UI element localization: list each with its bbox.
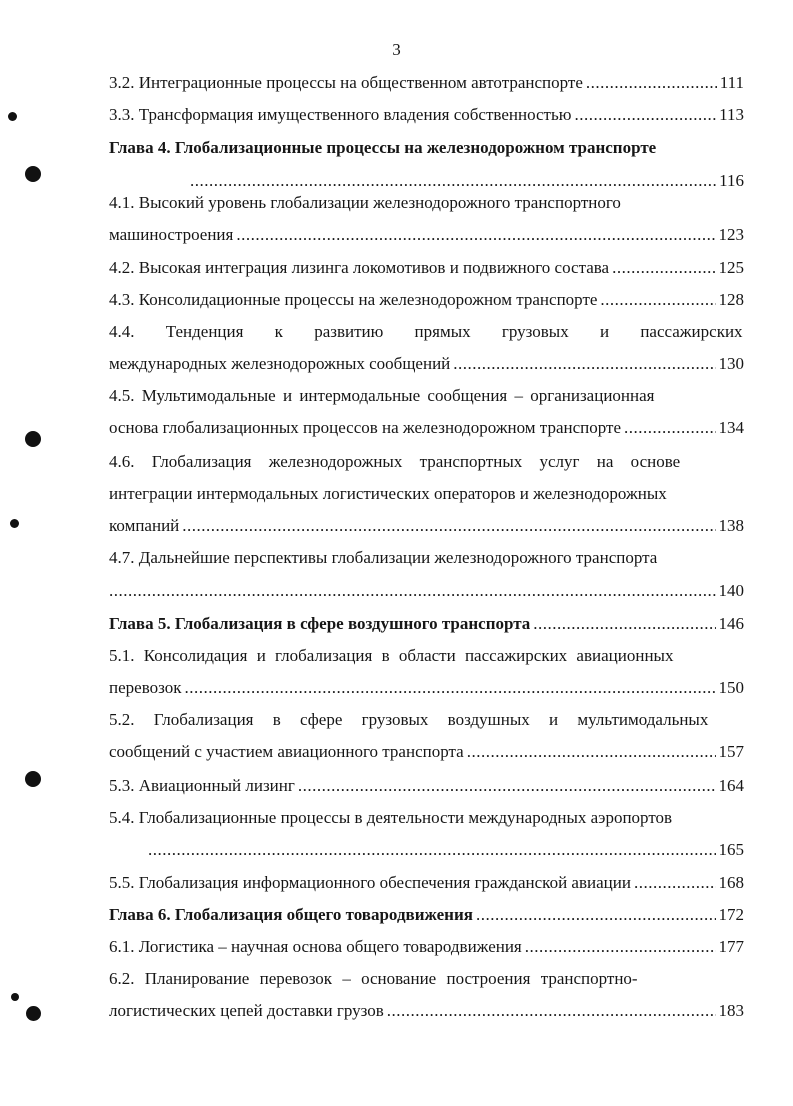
toc-entry (109, 741, 744, 763)
toc-entry-title: 4.2. Высокая интеграция лизинга локомотивов и подвижного состава (109, 258, 610, 277)
toc-entry (190, 170, 744, 192)
leader-dots (476, 904, 716, 926)
leader-dots (574, 104, 716, 126)
toc-entry-page: 130 (718, 354, 744, 373)
chapter-heading (109, 904, 744, 926)
toc-entry-title: 5.1. Консолидация и глобализация в области пассажирских авиационных (109, 646, 674, 665)
toc-entry (109, 580, 744, 602)
leader-dots (600, 289, 715, 311)
punch-hole-mark (8, 112, 17, 121)
toc-entry-title: компаний (109, 516, 180, 535)
leader-dots (533, 613, 715, 635)
leader-dots (148, 839, 716, 861)
toc-entry-page: 113 (719, 105, 744, 124)
leader-dots (467, 741, 716, 763)
punch-hole-mark (25, 166, 41, 182)
toc-entry (148, 839, 744, 861)
punch-hole-mark (26, 1006, 41, 1021)
toc-entry-title: 4.6. Глобализация железнодорожных транспортных услуг на основе (109, 452, 681, 471)
toc-entry-title: Глава 6. Глобализация общего товародвижения (109, 905, 473, 924)
toc-entry-title: 4.5. Мультимодальные и интермодальные сообщения – организационная (109, 386, 655, 405)
leader-dots (624, 417, 716, 439)
chapter-heading (109, 613, 744, 635)
leader-dots (634, 872, 716, 894)
toc-entry-title: 5.5. Глобализация информационного обеспечения гражданской авиации (109, 873, 631, 892)
toc-entry-title: сообщений с участием авиационного транспорта (109, 742, 464, 761)
toc-entry (109, 515, 744, 537)
toc-entry (109, 1000, 744, 1022)
toc-entry-page: 177 (718, 937, 744, 956)
toc-entry-page: 150 (718, 678, 744, 697)
toc-entry (109, 417, 744, 439)
toc-entry-page: 116 (719, 171, 744, 190)
leader-dots (387, 1000, 716, 1022)
toc-entry-title: Глава 5. Глобализация в сфере воздушного транспорта (109, 614, 531, 633)
toc-entry-title: 4.1. Высокий уровень глобализации железнодорожного транспортного (109, 193, 621, 212)
leader-dots (109, 580, 716, 602)
toc-entry-page: 138 (718, 516, 744, 535)
toc-entry (109, 224, 744, 246)
toc-entry-title: 3.2. Интеграционные процессы на общественном автотранспорте (109, 73, 583, 92)
toc-entry (109, 257, 744, 279)
toc-entry-title: интеграции интермодальных логистических операторов и железнодорожных (109, 484, 667, 503)
toc-entry-title: 6.1. Логистика – научная основа общего товародвижения (109, 937, 522, 956)
leader-dots (453, 353, 715, 375)
toc-entry-title: 4.3. Консолидационные процессы на железнодорожном транспорте (109, 290, 598, 309)
toc-entry-title: перевозок (109, 678, 182, 697)
toc-entry-title: 6.2. Планирование перевозок – основание построения транспортно- (109, 969, 638, 988)
punch-hole-mark (11, 993, 19, 1001)
punch-hole-mark (25, 771, 41, 787)
toc-entry (109, 289, 744, 311)
toc-entry-page: 172 (718, 905, 744, 924)
toc-entry-page: 168 (718, 873, 744, 892)
toc-entry-title: 5.4. Глобализационные процессы в деятельности международных аэропортов (109, 808, 673, 827)
page-number: 3 (392, 40, 401, 59)
leader-dots (184, 677, 715, 699)
toc-entry-title: машиностроения (109, 225, 234, 244)
leader-dots (236, 224, 715, 246)
toc-entry-page: 123 (718, 225, 744, 244)
toc-entry (109, 104, 744, 126)
leader-dots (525, 936, 716, 958)
toc-entry-title: 4.7. Дальнейшие перспективы глобализации железнодорожного транспорта (109, 548, 658, 567)
toc-entry-page: 164 (718, 776, 744, 795)
punch-hole-mark (10, 519, 19, 528)
toc-entry-page: 157 (718, 742, 744, 761)
toc-entry-title: 3.3. Трансформация имущественного владения собственностью (109, 105, 572, 124)
toc-entry-title: 5.3. Авиационный лизинг (109, 776, 295, 795)
toc-entry-page: 146 (718, 614, 744, 633)
toc-entry (109, 936, 744, 958)
toc-entry-title: логистических цепей доставки грузов (109, 1001, 384, 1020)
toc-entry-page: 134 (718, 418, 744, 437)
leader-dots (612, 257, 715, 279)
toc-entry (109, 677, 744, 699)
leader-dots (190, 170, 716, 192)
toc-entry (109, 775, 744, 797)
toc-entry-page: 111 (719, 73, 744, 92)
toc-entry-page: 128 (718, 290, 744, 309)
punch-hole-mark (25, 431, 41, 447)
toc-entry-page: 140 (718, 581, 744, 600)
toc-entry-line (109, 192, 744, 214)
toc-entry-title: основа глобализационных процессов на железнодорожном транспорте (109, 418, 621, 437)
toc-entry-page: 165 (718, 840, 744, 859)
chapter-heading: Глава 4. Глобализационные процессы на железнодорожном транспорте (109, 138, 657, 157)
toc-entry (109, 353, 744, 375)
leader-dots (182, 515, 715, 537)
toc-entry (109, 872, 744, 894)
toc-entry-page: 183 (718, 1001, 744, 1020)
toc-entry (109, 72, 744, 94)
toc-entry-title: 4.4. Тенденция к развитию прямых грузовых и пассажирских (109, 322, 743, 341)
leader-dots (298, 775, 716, 797)
toc-entry-page: 125 (718, 258, 744, 277)
toc-entry-title: международных железнодорожных сообщений (109, 354, 451, 373)
toc-entry-title: 5.2. Глобализация в сфере грузовых воздушных и мультимодальных (109, 710, 709, 729)
leader-dots (586, 72, 717, 94)
